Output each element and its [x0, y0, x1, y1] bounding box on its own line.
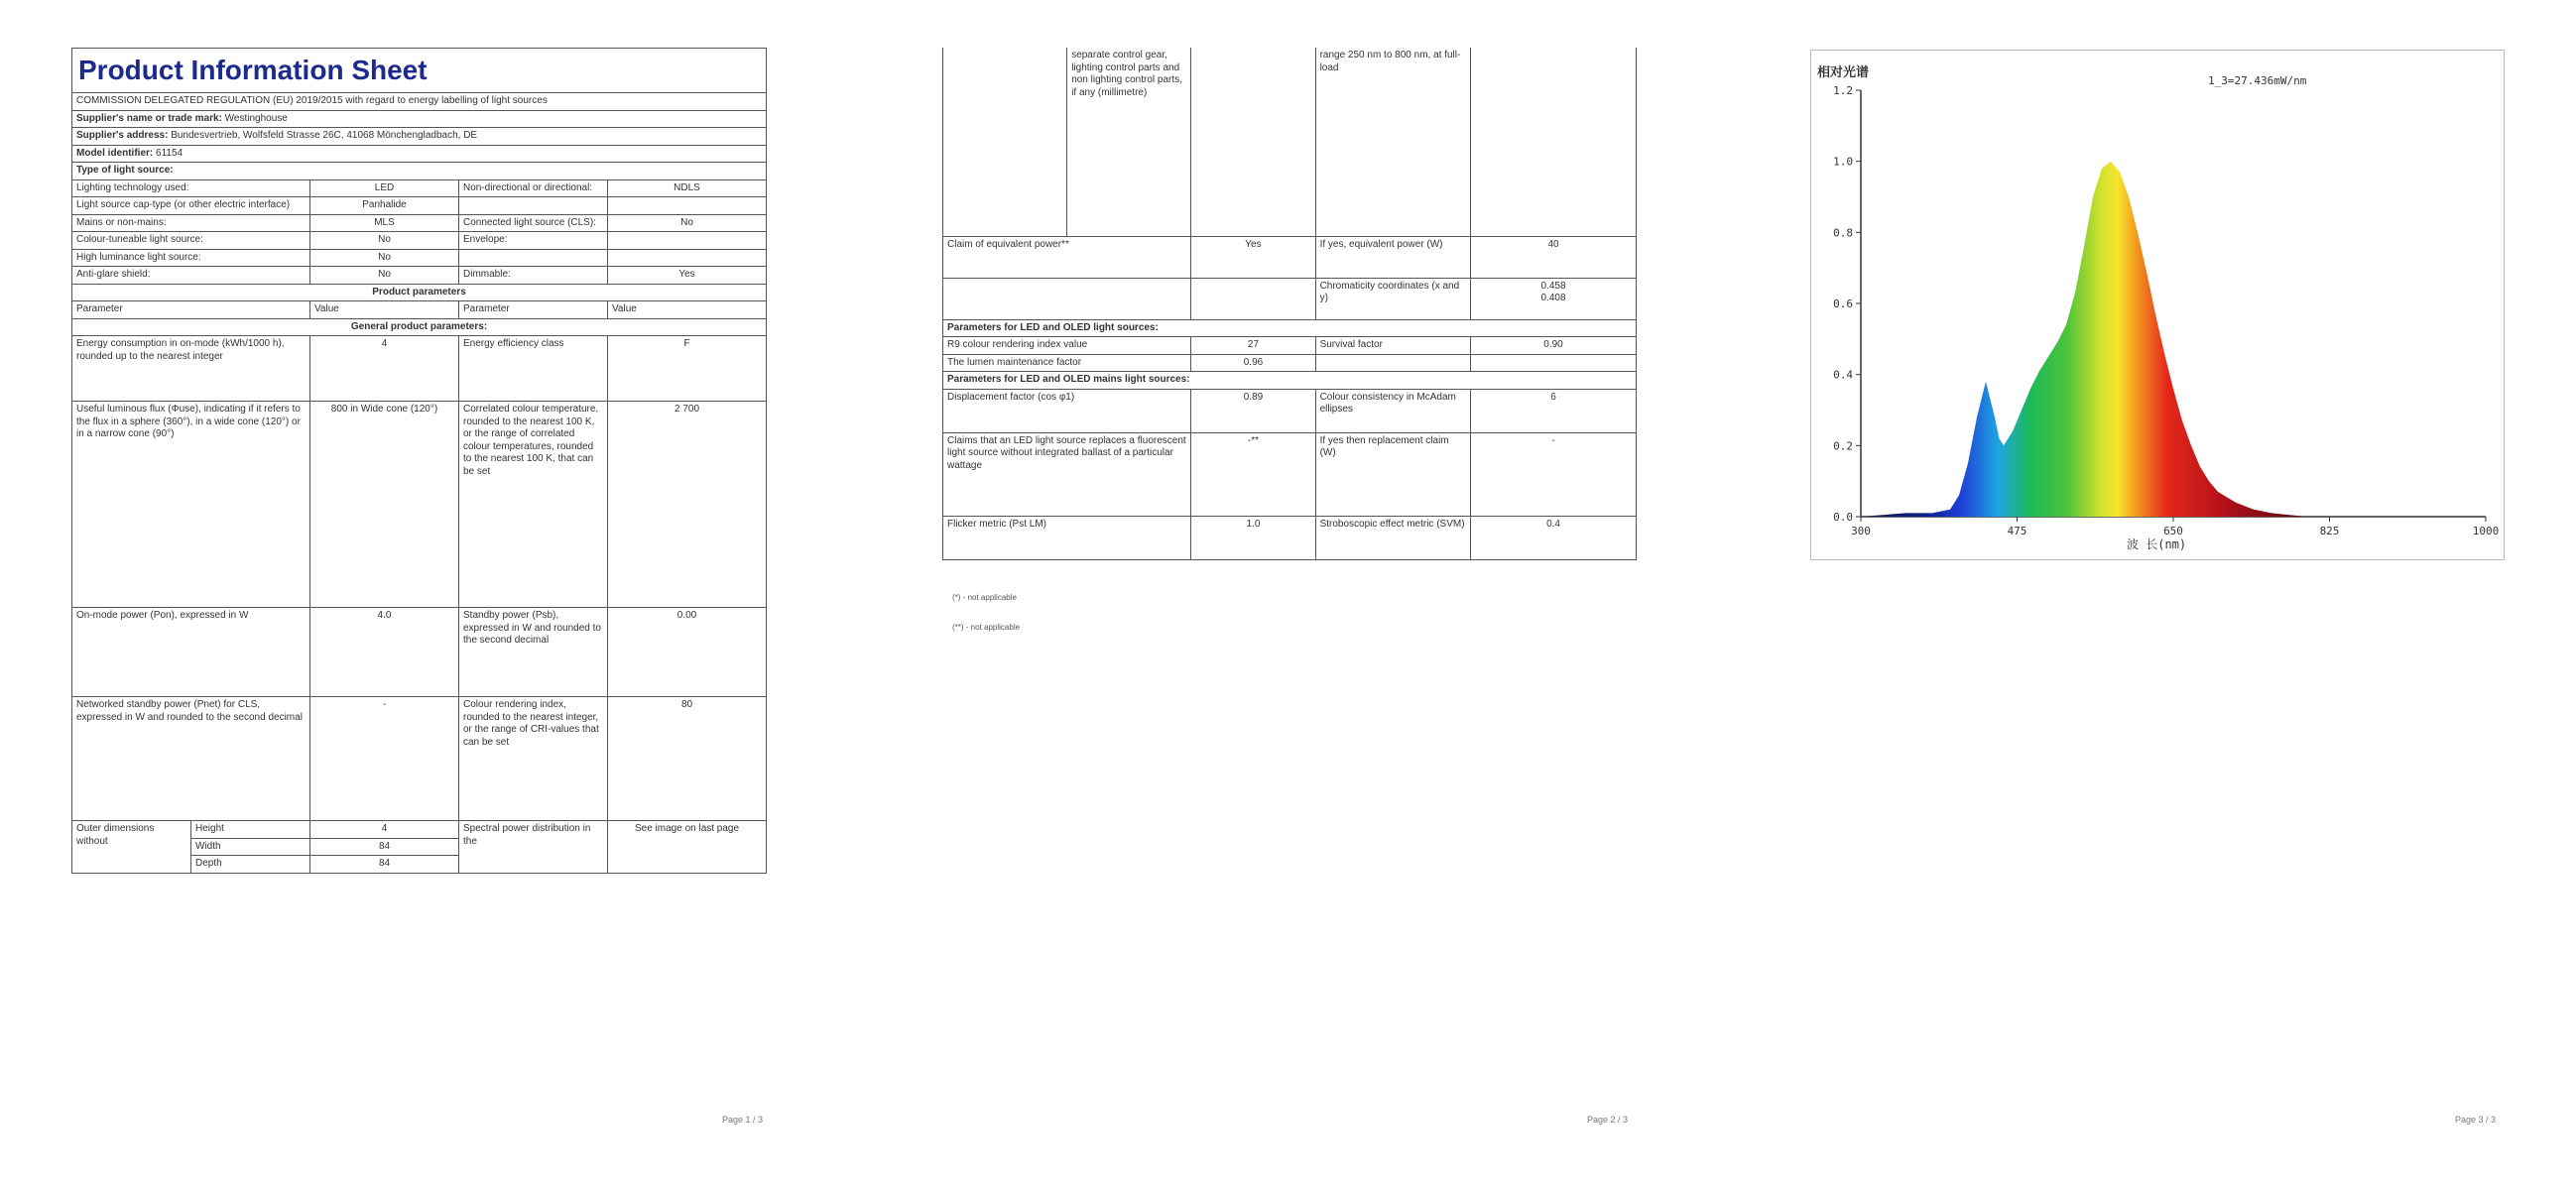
row-label: Claims that an LED light source replaces a fluorescent light source without integrated ballast of a particular wattage	[943, 432, 1191, 516]
led-oled-heading: Parameters for LED and OLED light sources:	[943, 319, 1637, 337]
x-tick-label: 475	[2007, 525, 2027, 537]
product-parameters-heading: Product parameters	[72, 284, 767, 301]
row-value: F	[608, 336, 767, 402]
model-identifier: 61154	[156, 147, 184, 159]
dim-label: Width	[191, 838, 310, 856]
chromaticity-y: 0.408	[1540, 293, 1566, 303]
row-value: No	[608, 214, 767, 232]
model-row	[72, 145, 767, 163]
table-row	[943, 432, 1637, 516]
page-number: Page 2 / 3	[1587, 1115, 1629, 1125]
row-label	[459, 197, 608, 215]
row-value: No	[310, 267, 459, 285]
dim-label: Height	[191, 821, 310, 839]
row-label: Stroboscopic effect metric (SVM)	[1315, 516, 1470, 559]
row-label: Survival factor	[1315, 337, 1470, 355]
row-label: R9 colour rendering index value	[943, 337, 1191, 355]
table-row	[72, 267, 767, 285]
table-row	[72, 214, 767, 232]
table-row	[72, 197, 767, 215]
product-info-table-continued	[942, 48, 1637, 560]
table-row	[72, 232, 767, 250]
table-row	[943, 236, 1637, 278]
row-label: Colour consistency in McAdam ellipses	[1315, 389, 1470, 432]
table-row	[943, 389, 1637, 432]
footnote-2	[952, 623, 1020, 632]
table-row	[72, 179, 767, 197]
footnote-mark: (**)	[952, 623, 964, 632]
row-label: range 250 nm to 800 nm, at full-load	[1315, 48, 1470, 236]
row-label: Claim of equivalent power**	[943, 236, 1191, 278]
x-tick-label: 825	[2319, 525, 2340, 537]
spectral-value: See image on last page	[608, 821, 767, 874]
row-label: Flicker metric (Pst LM)	[943, 516, 1191, 559]
row-value: 0.4	[1471, 516, 1637, 559]
x-tick-label: 650	[2163, 525, 2183, 537]
row-label: separate control gear, lighting control parts and non lighting control parts, if any (millimetre)	[1067, 48, 1191, 236]
row-label: Non-directional or directional:	[459, 179, 608, 197]
row-value: LED	[310, 179, 459, 197]
row-value: 4.0	[310, 608, 459, 697]
row-label: Anti-glare shield:	[72, 267, 310, 285]
supplier-address-row	[72, 128, 767, 146]
footnote-mark: (*)	[952, 593, 961, 602]
row-value: 0.89	[1191, 389, 1315, 432]
row-value: Panhalide	[310, 197, 459, 215]
row-value: Yes	[1191, 236, 1315, 278]
row-value	[608, 232, 767, 250]
row-label	[459, 249, 608, 267]
y-tick-label: 0.2	[1833, 439, 1853, 453]
row-value: -	[310, 697, 459, 821]
row-label: Colour-tuneable light source:	[72, 232, 310, 250]
row-label: Chromaticity coordinates (x and y)	[1315, 278, 1470, 319]
spectrum-area	[1861, 162, 2486, 517]
table-row	[943, 278, 1637, 319]
row-value: -**	[1191, 432, 1315, 516]
row-value: 1.0	[1191, 516, 1315, 559]
y-tick-label: 0.0	[1833, 511, 1853, 524]
row-value: MLS	[310, 214, 459, 232]
table-row	[943, 337, 1637, 355]
row-value: 80	[608, 697, 767, 821]
chromaticity-x: 0.458	[1540, 280, 1566, 292]
row-label: Useful luminous flux (Φuse), indicating if it refers to the flux in a sphere (360°), in a wide cone (120°) or in a narrow cone (90°)	[72, 402, 310, 608]
y-tick-label: 0.6	[1833, 298, 1853, 310]
x-tick-label: 1000	[2472, 525, 2500, 537]
model-label: Model identifier:	[76, 147, 154, 159]
spectral-label: Spectral power distribution in the	[459, 821, 608, 874]
row-value: 40	[1471, 236, 1637, 278]
table-row	[943, 516, 1637, 559]
type-label: Type of light source:	[72, 163, 767, 180]
regulation-text: COMMISSION DELEGATED REGULATION (EU) 2019/2015 with regard to energy labelling of light sources	[72, 93, 767, 111]
row-value: 27	[1191, 337, 1315, 355]
footnote-1	[952, 593, 1017, 602]
product-info-table	[71, 48, 767, 874]
row-value: 0.90	[1471, 337, 1637, 355]
row-label: If yes, equivalent power (W)	[1315, 236, 1470, 278]
chart-title: 相对光谱	[1817, 65, 1870, 80]
y-tick-label: 1.0	[1833, 155, 1853, 169]
row-label: Lighting technology used:	[72, 179, 310, 197]
column-header: Parameter	[72, 301, 310, 319]
page-number: Page 1 / 3	[722, 1115, 764, 1125]
row-label: Envelope:	[459, 232, 608, 250]
general-parameters-heading: General product parameters:	[72, 318, 767, 336]
column-header: Parameter	[459, 301, 608, 319]
table-row	[943, 48, 1637, 236]
row-value: No	[310, 232, 459, 250]
page-1	[0, 0, 823, 1190]
dim-value: 84	[310, 856, 459, 874]
supplier-name-row	[72, 110, 767, 128]
row-label: Displacement factor (cos φ1)	[943, 389, 1191, 432]
row-value: 4	[310, 336, 459, 402]
row-value: Yes	[608, 267, 767, 285]
row-value: -	[1471, 432, 1637, 516]
chromaticity-values	[1471, 278, 1637, 319]
row-label: Energy efficiency class	[459, 336, 608, 402]
row-label: On-mode power (Pon), expressed in W	[72, 608, 310, 697]
spectrum-svg	[1811, 51, 2506, 561]
supplier-name: Westinghouse	[224, 112, 288, 124]
table-row	[72, 336, 767, 402]
row-value: 6	[1471, 389, 1637, 432]
dim-label: Depth	[191, 856, 310, 874]
row-value: No	[310, 249, 459, 267]
x-tick-label: 300	[1851, 525, 1871, 537]
table-row	[72, 249, 767, 267]
page-number: Page 3 / 3	[2455, 1115, 2497, 1125]
row-value: 0.96	[1191, 354, 1315, 372]
sheet-title: Product Information Sheet	[78, 55, 428, 85]
y-tick-label: 0.8	[1833, 226, 1853, 240]
row-label: If yes then replacement claim (W)	[1315, 432, 1470, 516]
row-label: Colour rendering index, rounded to the nearest integer, or the range of CRI-values that can be set	[459, 697, 608, 821]
dim-value: 4	[310, 821, 459, 839]
row-label: The lumen maintenance factor	[943, 354, 1191, 372]
supplier-name-label: Supplier's name or trade mark:	[76, 112, 222, 124]
table-row	[72, 697, 767, 821]
column-header: Value	[310, 301, 459, 319]
table-row	[943, 354, 1637, 372]
row-label: Networked standby power (Pnet) for CLS, expressed in W and rounded to the second decimal	[72, 697, 310, 821]
mains-heading: Parameters for LED and OLED mains light sources:	[943, 372, 1637, 390]
row-label: Dimmable:	[459, 267, 608, 285]
row-label: High luminance light source:	[72, 249, 310, 267]
row-value: 0.00	[608, 608, 767, 697]
y-tick-label: 0.4	[1833, 368, 1853, 382]
row-value	[608, 197, 767, 215]
row-label: Standby power (Psb), expressed in W and rounded to the second decimal	[459, 608, 608, 697]
dim-value: 84	[310, 838, 459, 856]
row-label: Correlated colour temperature, rounded to the nearest 100 K, or the range of correlated colour temperatures, rounded to the nearest 100 K, that can be set	[459, 402, 608, 608]
row-label: Light source cap-type (or other electric interface)	[72, 197, 310, 215]
table-row	[72, 608, 767, 697]
supplier-address-label: Supplier's address:	[76, 130, 169, 142]
row-label: Energy consumption in on-mode (kWh/1000 h), rounded up to the nearest integer	[72, 336, 310, 402]
footnote-text: - not applicable	[962, 593, 1017, 602]
table-row	[72, 402, 767, 608]
row-label: Mains or non-mains:	[72, 214, 310, 232]
x-axis-label: 波 长(nm)	[2127, 537, 2187, 551]
chart-subtitle: 1_3=27.436mW/nm	[2208, 74, 2307, 87]
column-header: Value	[608, 301, 767, 319]
y-tick-label: 1.2	[1833, 84, 1853, 97]
table-header-row	[72, 301, 767, 319]
table-row	[943, 372, 1637, 390]
row-label: Connected light source (CLS):	[459, 214, 608, 232]
spectrum-chart	[1810, 50, 2505, 560]
row-value: 2 700	[608, 402, 767, 608]
row-value: NDLS	[608, 179, 767, 197]
supplier-address: Bundesvertrieb, Wolfsfeld Strasse 26C, 41068 Mönchengladbach, DE	[171, 130, 478, 142]
table-row	[943, 319, 1637, 337]
row-value: 800 in Wide cone (120°)	[310, 402, 459, 608]
footnote-text: - not applicable	[965, 623, 1021, 632]
outer-dimensions-label: Outer dimensions without	[72, 821, 191, 874]
row-value	[608, 249, 767, 267]
table-row	[72, 821, 767, 839]
